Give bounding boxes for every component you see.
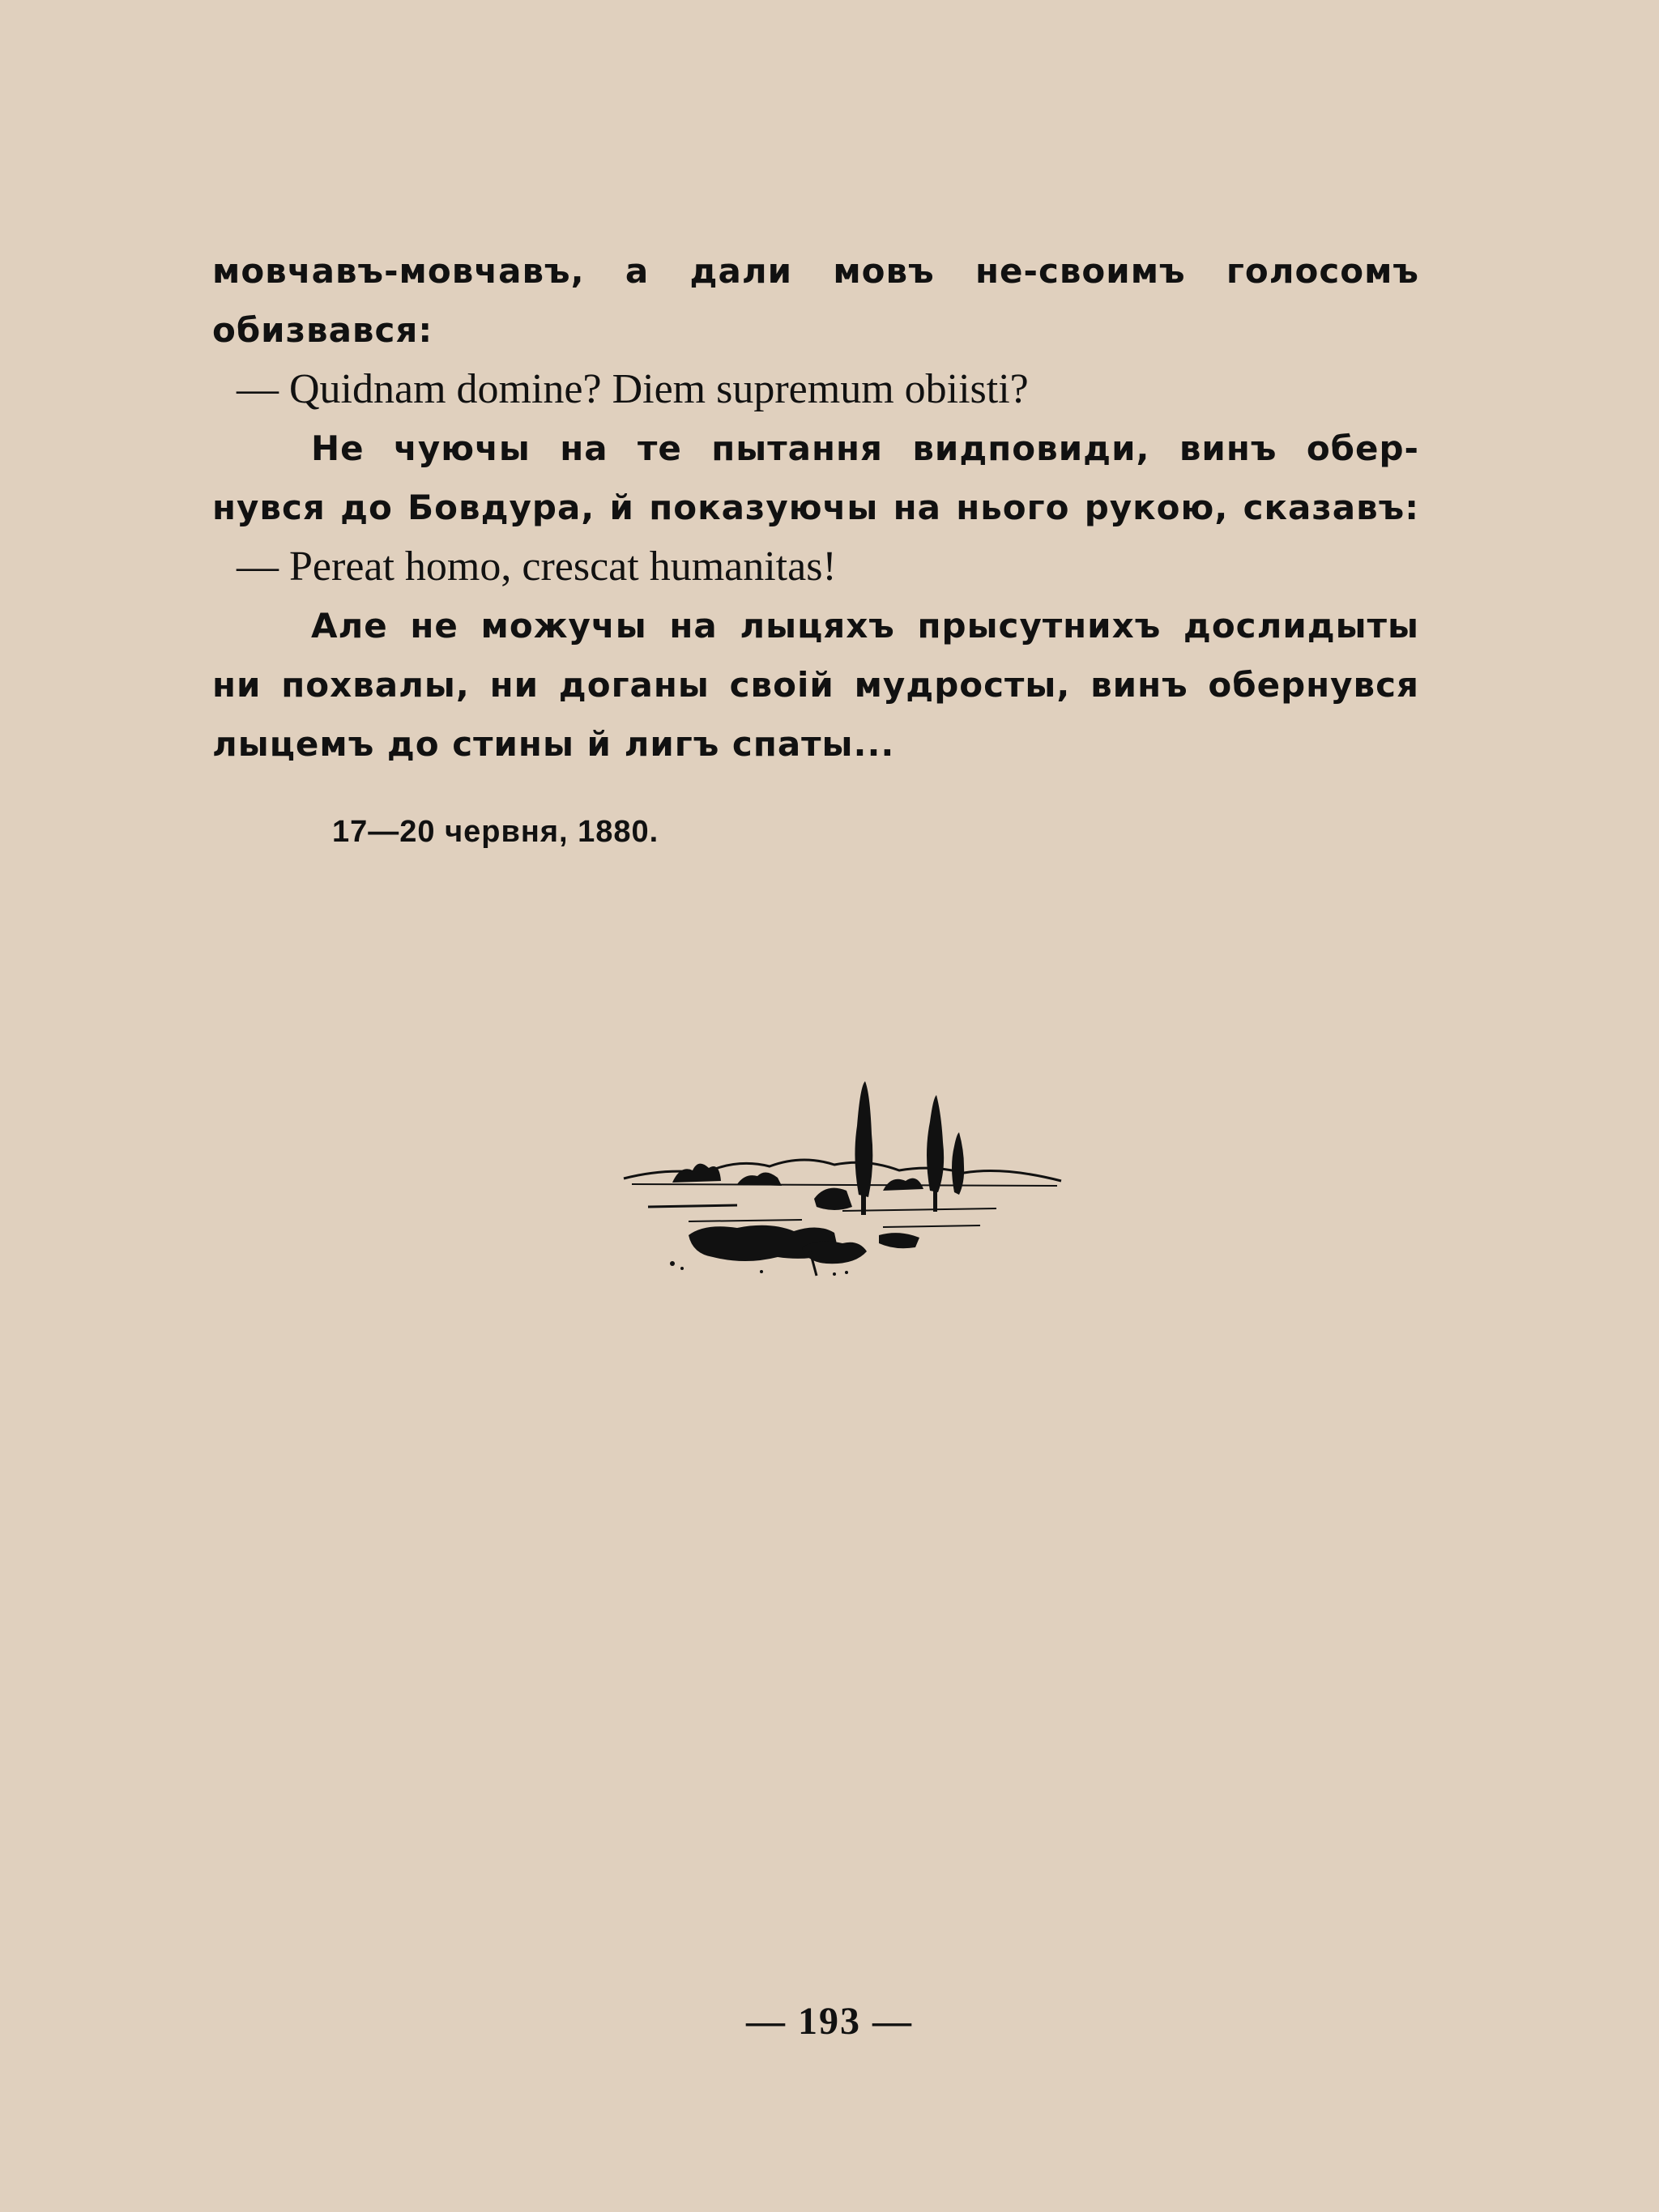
text-line: обизвався: — [212, 310, 433, 350]
text-line: лыцемъ до стины й лигъ спаты... — [212, 724, 895, 764]
text-line: мовчавъ-мовчавъ, а дали мовъ не-своимъ голосомъ — [212, 251, 1419, 291]
body-text — [212, 241, 1419, 774]
text-line: Не чуючы на те пытання видповиди, винъ обер- — [311, 428, 1419, 468]
text-line: Але не можучы на лыцяхъ прысутнихъ дослидыты — [311, 606, 1419, 646]
page-number: — 193 — — [746, 2000, 913, 2043]
text-line: — Pereat homo, crescat humanitas! — [237, 543, 837, 590]
landscape-vignette-icon — [616, 1077, 1069, 1280]
text-line: нувся до Бовдура, й показуючы на нього рукою, сказавъ: — [212, 488, 1419, 527]
text-line: ни похвалы, ни доганы своiй мудросты, винъ обернувся — [212, 665, 1419, 705]
text-line: — Quidnam domine? Diem supremum obiisti? — [237, 366, 1029, 412]
date-line: 17—20 червня, 1880. — [332, 815, 659, 849]
